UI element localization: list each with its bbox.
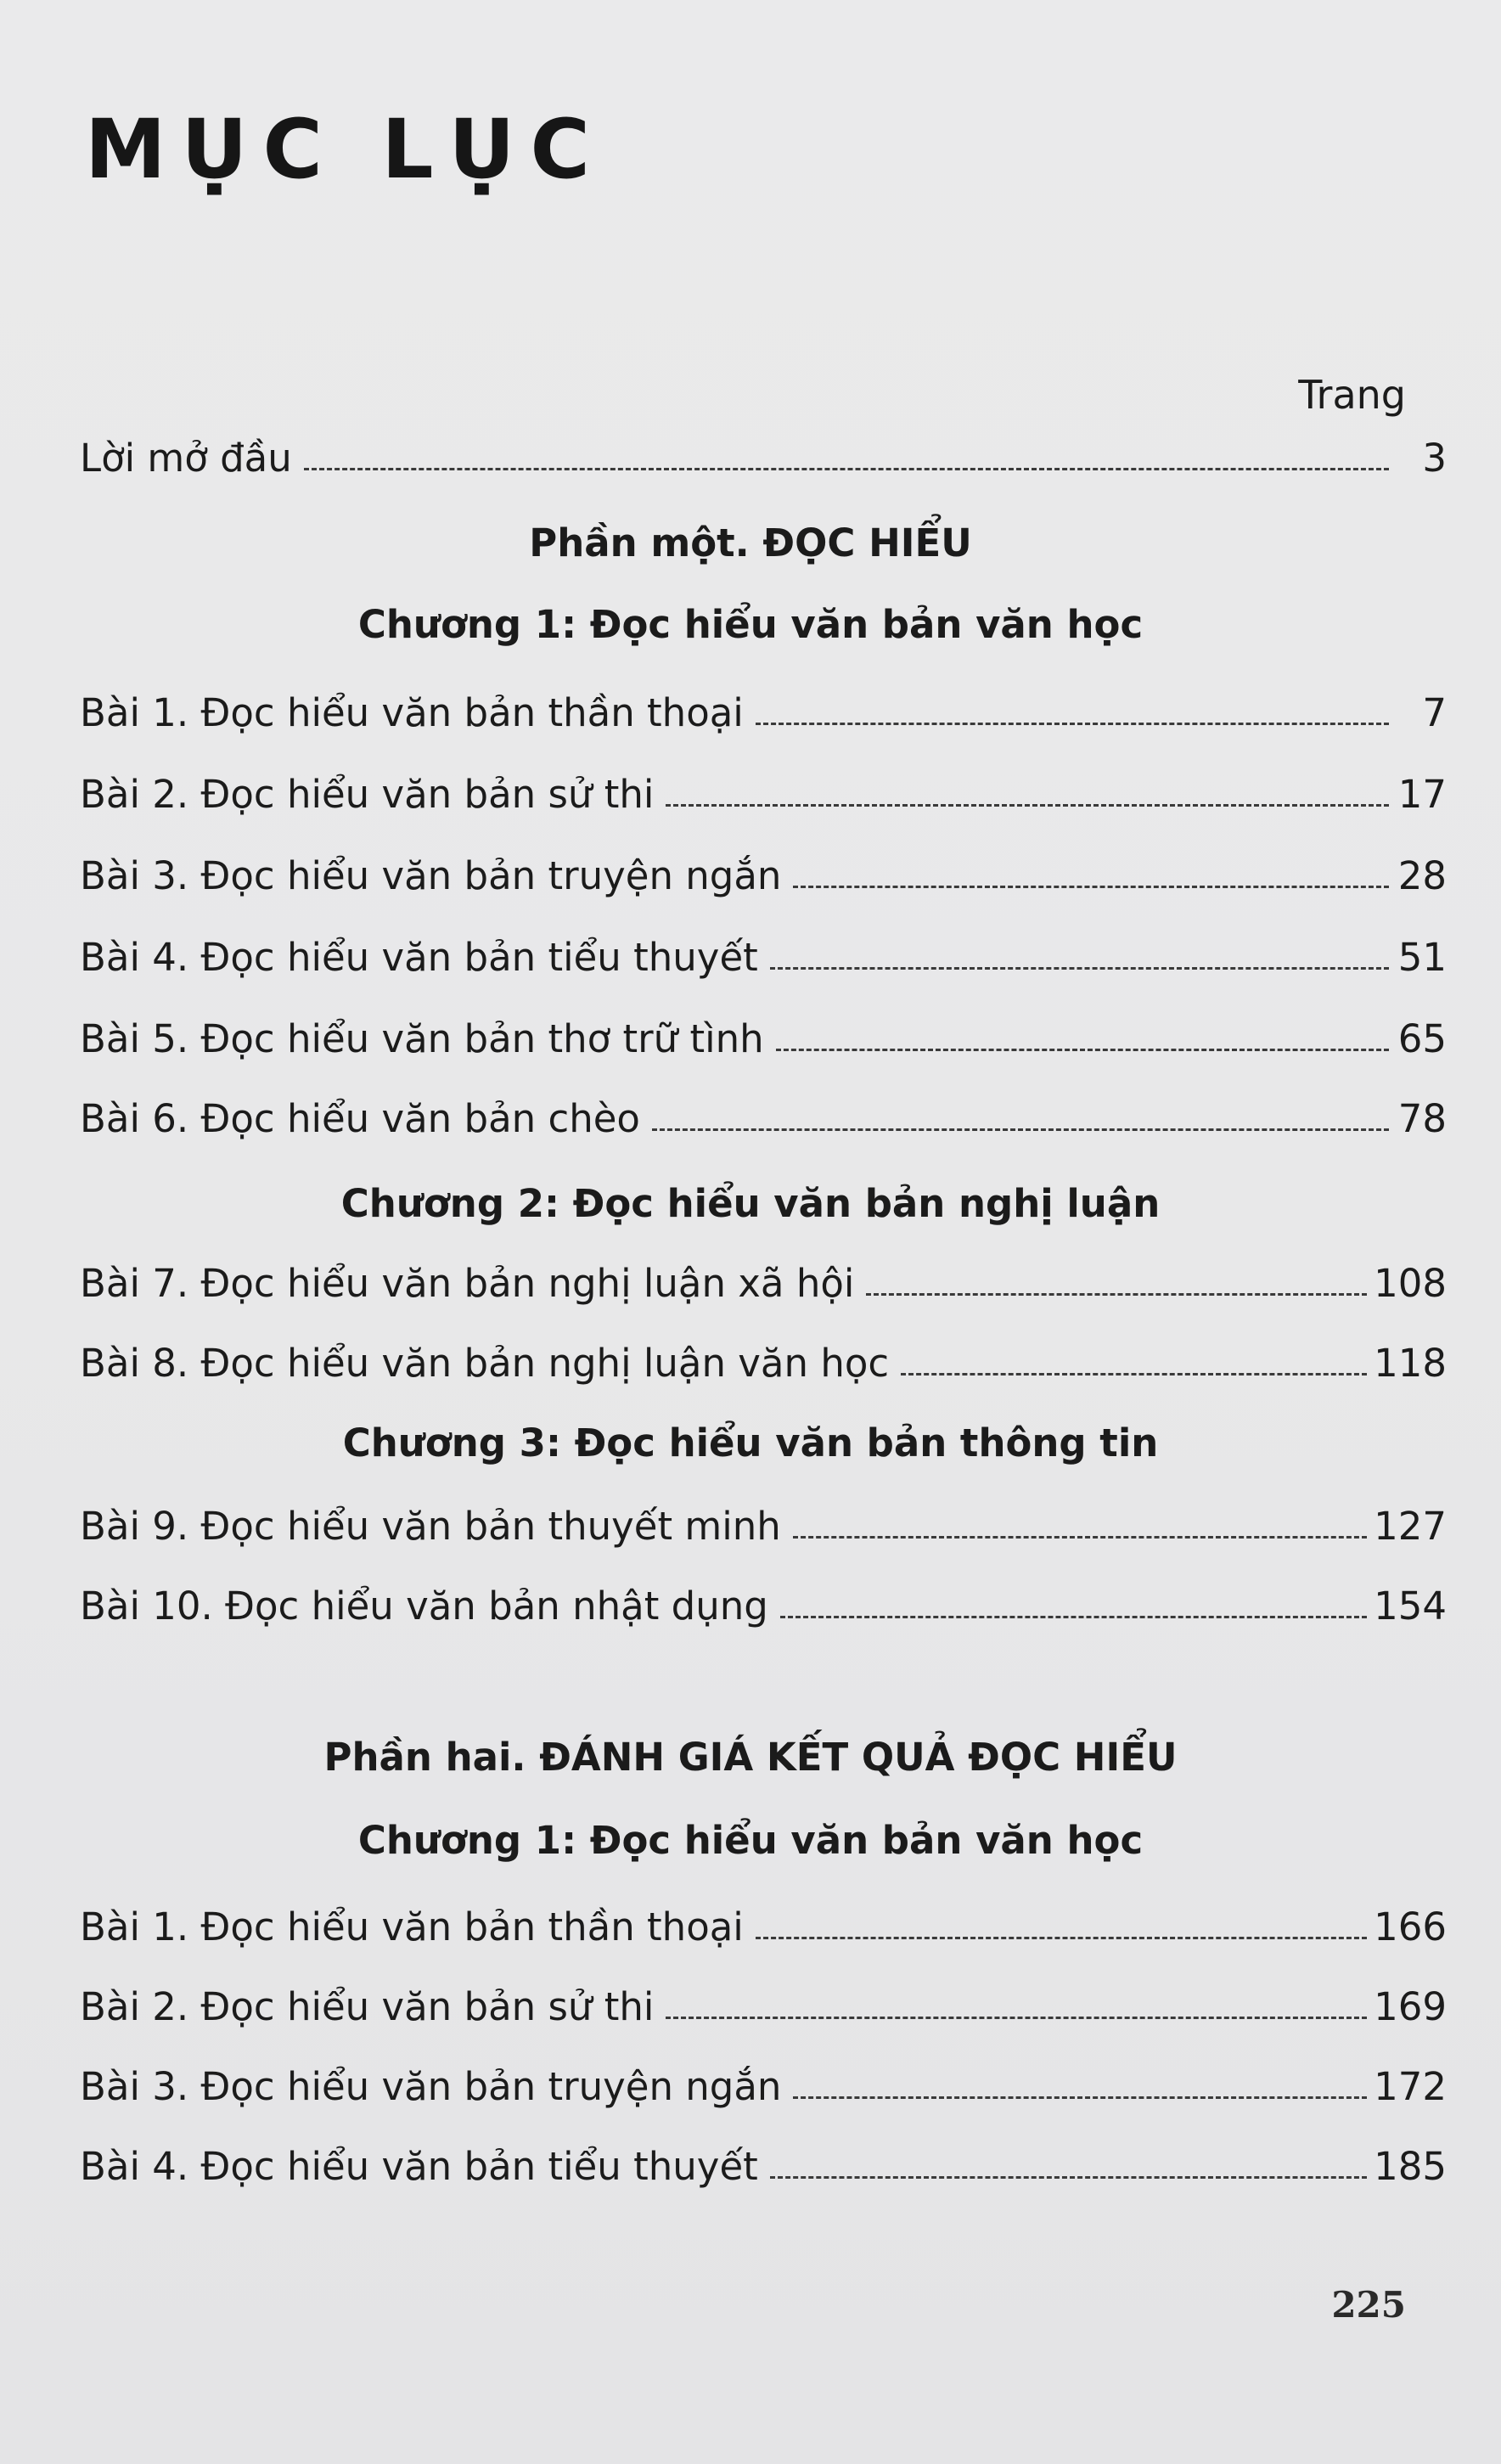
- toc-entry-label: Bài 2. Đọc hiểu văn bản sử thi: [80, 1984, 655, 2029]
- toc-entry-page: 78: [1397, 1096, 1447, 1141]
- dot-leader: [652, 1128, 1389, 1131]
- dot-leader: [776, 1049, 1389, 1051]
- toc-entry: [80, 686, 1447, 737]
- toc-entry: [80, 931, 1447, 982]
- toc-entry: [80, 2140, 1447, 2191]
- toc-entry-intro: [80, 431, 1447, 482]
- chapter-heading: Chương 2: Đọc hiểu văn bản nghị luận: [340, 1181, 1161, 1226]
- dot-leader: [793, 1536, 1367, 1539]
- chapter-heading: Chương 1: Đọc hiểu văn bản văn học: [357, 602, 1144, 647]
- dot-leader: [866, 1293, 1367, 1296]
- toc-entry-label: Bài 2. Đọc hiểu văn bản sử thi: [80, 772, 655, 817]
- toc-entry: [80, 1900, 1447, 1951]
- toc-entry-page: 65: [1397, 1016, 1447, 1061]
- toc-entry-label: Lời mở đầu: [80, 436, 292, 481]
- dot-leader: [756, 1937, 1367, 1939]
- toc-entry: [80, 768, 1447, 819]
- toc-entry-label: Bài 4. Đọc hiểu văn bản tiểu thuyết: [80, 935, 758, 980]
- toc-entry-page: 51: [1397, 935, 1447, 980]
- page-title: MỤC LỤC: [85, 102, 605, 197]
- part-heading: Phần một. ĐỌC HIỂU: [529, 520, 972, 565]
- toc-entry-page: 108: [1374, 1261, 1447, 1306]
- toc-entry-page: 3: [1422, 436, 1447, 481]
- toc-entry: [80, 1092, 1447, 1143]
- page-number: 225: [1331, 2284, 1406, 2326]
- toc-entry: [80, 849, 1447, 900]
- dot-leader: [770, 2176, 1367, 2179]
- dot-leader: [666, 2017, 1367, 2019]
- toc-entry: [80, 1336, 1447, 1387]
- dot-leader: [304, 468, 1389, 470]
- toc-entry: [80, 1012, 1447, 1063]
- page-column-label: Trang: [1298, 372, 1406, 418]
- toc-entry: [80, 1257, 1447, 1308]
- toc-entry-label: Bài 3. Đọc hiểu văn bản truyện ngắn: [80, 2064, 782, 2109]
- toc-entry-page: 127: [1374, 1504, 1447, 1549]
- dot-leader: [780, 1616, 1367, 1618]
- dot-leader: [756, 723, 1389, 725]
- chapter-heading: Chương 3: Đọc hiểu văn bản thông tin: [342, 1420, 1159, 1465]
- dot-leader: [793, 2096, 1367, 2099]
- toc-entry-label: Bài 4. Đọc hiểu văn bản tiểu thuyết: [80, 2144, 758, 2189]
- dot-leader: [666, 804, 1389, 807]
- toc-entry-label: Bài 3. Đọc hiểu văn bản truyện ngắn: [80, 853, 782, 898]
- toc-entry-label: Bài 9. Đọc hiểu văn bản thuyết minh: [80, 1504, 781, 1549]
- toc-entry-page: 185: [1374, 2144, 1447, 2189]
- toc-entry-page: 7: [1422, 690, 1447, 735]
- toc-entry-page: 172: [1374, 2064, 1447, 2109]
- toc-entry-label: Bài 1. Đọc hiểu văn bản thần thoại: [80, 1904, 744, 1949]
- toc-entry-page: 28: [1397, 853, 1447, 898]
- toc-entry-page: 166: [1374, 1904, 1447, 1949]
- toc-entry-label: Bài 1. Đọc hiểu văn bản thần thoại: [80, 690, 744, 735]
- toc-entry-page: 154: [1374, 1584, 1447, 1629]
- toc-entry-label: Bài 8. Đọc hiểu văn bản nghị luận văn học: [80, 1341, 890, 1386]
- toc-entry-page: 169: [1374, 1984, 1447, 2029]
- toc-entry-page: 17: [1397, 772, 1447, 817]
- toc-entry-label: Bài 10. Đọc hiểu văn bản nhật dụng: [80, 1584, 768, 1629]
- dot-leader: [901, 1373, 1367, 1375]
- toc-entry-label: Bài 5. Đọc hiểu văn bản thơ trữ tình: [80, 1016, 764, 1061]
- toc-entry: [80, 1980, 1447, 2031]
- dot-leader: [793, 886, 1389, 888]
- toc-entry-label: Bài 6. Đọc hiểu văn bản chèo: [80, 1096, 640, 1141]
- toc-entry: [80, 2060, 1447, 2111]
- chapter-heading: Chương 1: Đọc hiểu văn bản văn học: [357, 1818, 1144, 1863]
- toc-entry-page: 118: [1374, 1341, 1447, 1386]
- toc-entry-label: Bài 7. Đọc hiểu văn bản nghị luận xã hội: [80, 1261, 855, 1306]
- part-heading: Phần hai. ĐÁNH GIÁ KẾT QUẢ ĐỌC HIỂU: [323, 1735, 1178, 1780]
- dot-leader: [770, 967, 1389, 970]
- toc-entry: [80, 1579, 1447, 1630]
- toc-entry: [80, 1499, 1447, 1550]
